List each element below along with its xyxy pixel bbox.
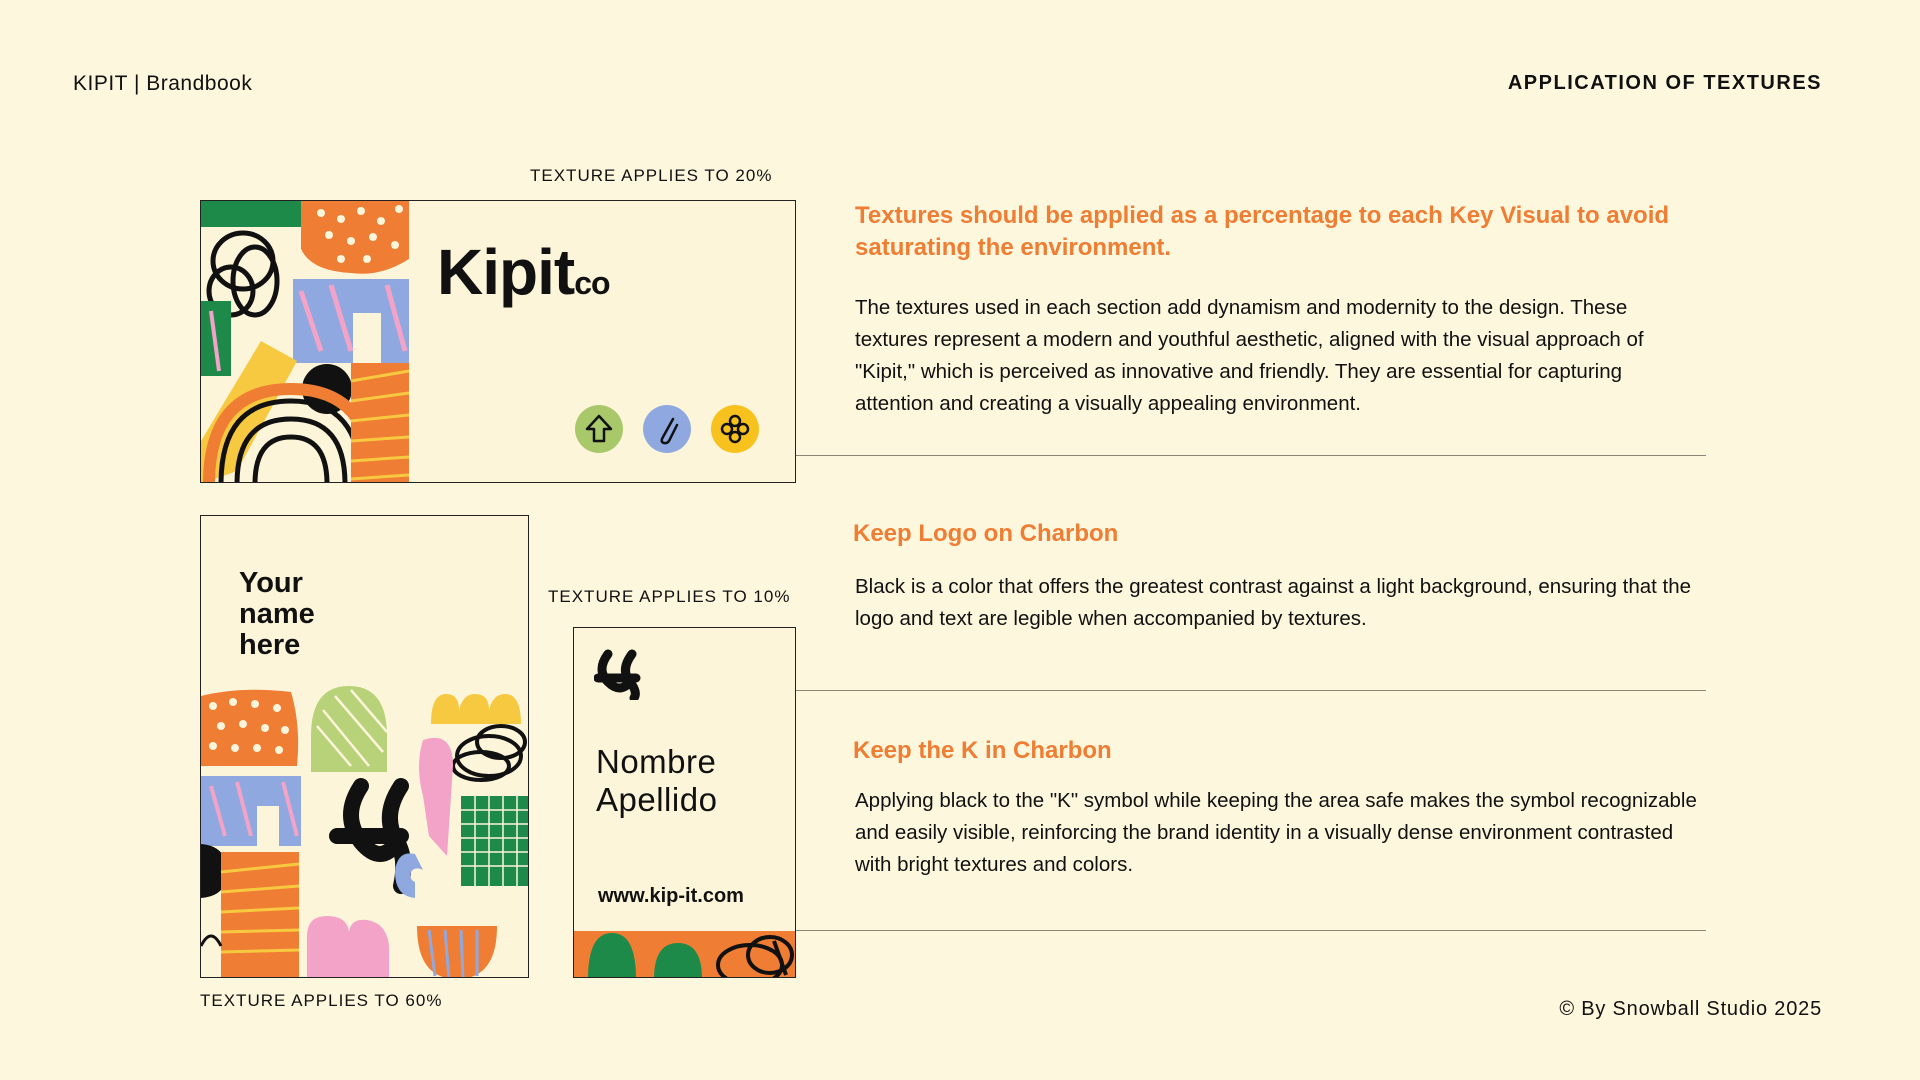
placeholder-name: Your name here [239,567,315,661]
caption-10: TEXTURE APPLIES TO 10% [548,587,791,606]
caption-60: TEXTURE APPLIES TO 60% [200,991,443,1010]
logo-kipitco: Kipitco [437,236,610,308]
card-wide [200,200,796,483]
brand-label: KIPIT | Brandbook [73,72,253,95]
divider-3 [796,930,1706,931]
placeholder-fullname: Nombre Apellido [596,743,718,818]
section-1-heading: Textures should be applied as a percentage to each Key Visual to avoid saturating the environment. [855,202,1670,261]
texture-collage-tall [201,686,529,978]
card-tall [200,515,529,978]
caption-20: TEXTURE APPLIES TO 20% [530,166,773,185]
section-3-body: Applying black to the "K" symbol while keeping the area safe makes the symbol recognizable and easily visible, reinforcing the brand identity in a visually dense environment contrasted with bright textures and colors. [855,789,1697,876]
upload-arrow-icon [575,405,623,453]
page-title: APPLICATION OF TEXTURES [1507,72,1822,94]
section-2-body: Black is a color that offers the greatest contrast against a light background, ensuring that the logo and text are legible when accompanied by textures. [855,575,1692,630]
footer-credit: © By Snowball Studio 2025 [1559,998,1822,1020]
section-2-heading: Keep Logo on Charbon [853,520,1119,547]
section-1-body: The textures used in each section add dynamism and modernity to the design. These textures represent a modern and youthful aesthetic, aligned with the visual approach of "Kipit," which is perceived as innovative and friendly. They are essential for capturing attention and creating a visually appealing environment. [855,296,1644,415]
website-url: www.kip-it.com [598,885,744,907]
divider-1 [796,455,1706,456]
card-small [573,627,796,978]
section-3-heading: Keep the K in Charbon [853,737,1112,764]
divider-2 [796,690,1706,691]
texture-strip [574,931,796,978]
flower-icon [711,405,759,453]
k-symbol-icon [594,648,650,700]
paperclip-icon [643,405,691,453]
